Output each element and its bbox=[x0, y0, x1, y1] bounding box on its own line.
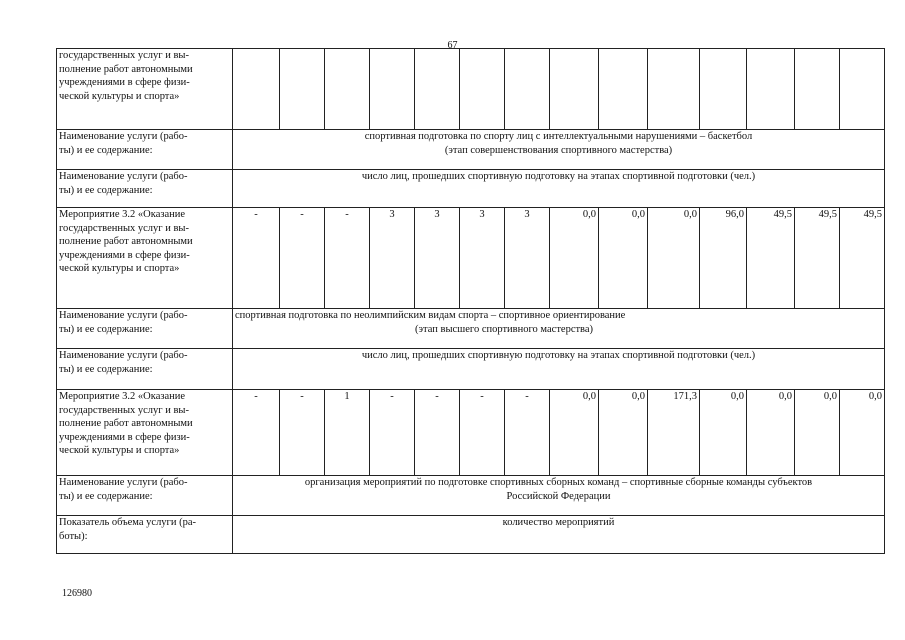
value-cell: 0,0 bbox=[550, 390, 599, 476]
page-number: 67 bbox=[447, 40, 458, 51]
row-label: Показатель объема услуги (ра- боты): bbox=[57, 516, 233, 554]
value-cell: - bbox=[370, 390, 415, 476]
value-cell: 0,0 bbox=[550, 208, 599, 309]
table-row bbox=[57, 516, 885, 554]
empty-cell bbox=[700, 49, 747, 130]
service-description: спортивная подготовка по спорту лиц с интеллектуальными нарушениями – баскетбол (этап совершенствования спортивного мастерства) bbox=[233, 130, 885, 170]
value-cell: 1 bbox=[325, 390, 370, 476]
indicator-description: число лиц, прошедших спортивную подготовку на этапах спортивной подготовки (чел.) bbox=[233, 349, 885, 390]
indicator-description: число лиц, прошедших спортивную подготовку на этапах спортивной подготовки (чел.) bbox=[233, 170, 885, 208]
value-cell: 3 bbox=[505, 208, 550, 309]
value-cell: - bbox=[415, 390, 460, 476]
empty-cell bbox=[550, 49, 599, 130]
value-cell: - bbox=[460, 390, 505, 476]
row-label: Наименование услуги (рабо- ты) и ее содержание: bbox=[57, 349, 233, 390]
empty-cell bbox=[599, 49, 648, 130]
value-cell: 3 bbox=[370, 208, 415, 309]
table-row bbox=[57, 130, 885, 170]
value-cell: - bbox=[233, 390, 280, 476]
row-label: Мероприятие 3.2 «Оказание государственных услуг и вы- полнение работ автономными учреждениями в сфере физи- ческой культуры и спорта» bbox=[57, 208, 233, 309]
value-cell: 0,0 bbox=[840, 390, 885, 476]
value-cell: 49,5 bbox=[747, 208, 795, 309]
value-cell: 0,0 bbox=[648, 208, 700, 309]
empty-cell bbox=[233, 49, 280, 130]
value-cell: 0,0 bbox=[599, 208, 648, 309]
value-cell: 0,0 bbox=[599, 390, 648, 476]
table-row bbox=[57, 49, 885, 130]
row-label: Наименование услуги (рабо- ты) и ее содержание: bbox=[57, 309, 233, 349]
row-label: Наименование услуги (рабо- ты) и ее содержание: bbox=[57, 170, 233, 208]
empty-cell bbox=[370, 49, 415, 130]
table-row bbox=[57, 309, 885, 349]
value-cell: 0,0 bbox=[700, 390, 747, 476]
row-label: Мероприятие 3.2 «Оказание государственных услуг и вы- полнение работ автономными учреждениями в сфере физи- ческой культуры и спорта» bbox=[57, 390, 233, 476]
empty-cell bbox=[747, 49, 795, 130]
value-cell: 3 bbox=[415, 208, 460, 309]
value-cell: - bbox=[280, 208, 325, 309]
row-label: государственных услуг и вы- полнение работ автономными учреждениями в сфере физи- ческой культуры и спорта» bbox=[57, 49, 233, 130]
empty-cell bbox=[325, 49, 370, 130]
empty-cell bbox=[280, 49, 325, 130]
empty-cell bbox=[840, 49, 885, 130]
service-description: спортивная подготовка по неолимпийским видам спорта – спортивное ориентирование (этап высшего спортивного мастерства) bbox=[233, 309, 885, 349]
table-row bbox=[57, 390, 885, 476]
empty-cell bbox=[795, 49, 840, 130]
table-row bbox=[57, 349, 885, 390]
value-cell: 49,5 bbox=[840, 208, 885, 309]
value-cell: 49,5 bbox=[795, 208, 840, 309]
budget-table bbox=[56, 48, 885, 554]
row-label: Наименование услуги (рабо- ты) и ее содержание: bbox=[57, 476, 233, 516]
value-cell: - bbox=[233, 208, 280, 309]
empty-cell bbox=[460, 49, 505, 130]
service-description: организация мероприятий по подготовке спортивных сборных команд – спортивные сборные команды субъектов Российской Федерации bbox=[233, 476, 885, 516]
document-code: 126980 bbox=[62, 588, 92, 599]
value-cell: 96,0 bbox=[700, 208, 747, 309]
value-cell: 3 bbox=[460, 208, 505, 309]
value-cell: 171,3 bbox=[648, 390, 700, 476]
value-cell: - bbox=[325, 208, 370, 309]
empty-cell bbox=[648, 49, 700, 130]
indicator-description: количество мероприятий bbox=[233, 516, 885, 554]
value-cell: - bbox=[505, 390, 550, 476]
empty-cell bbox=[415, 49, 460, 130]
row-label: Наименование услуги (рабо- ты) и ее содержание: bbox=[57, 130, 233, 170]
empty-cell bbox=[505, 49, 550, 130]
value-cell: - bbox=[280, 390, 325, 476]
table-row bbox=[57, 170, 885, 208]
table-row bbox=[57, 476, 885, 516]
table-row bbox=[57, 208, 885, 309]
value-cell: 0,0 bbox=[795, 390, 840, 476]
value-cell: 0,0 bbox=[747, 390, 795, 476]
